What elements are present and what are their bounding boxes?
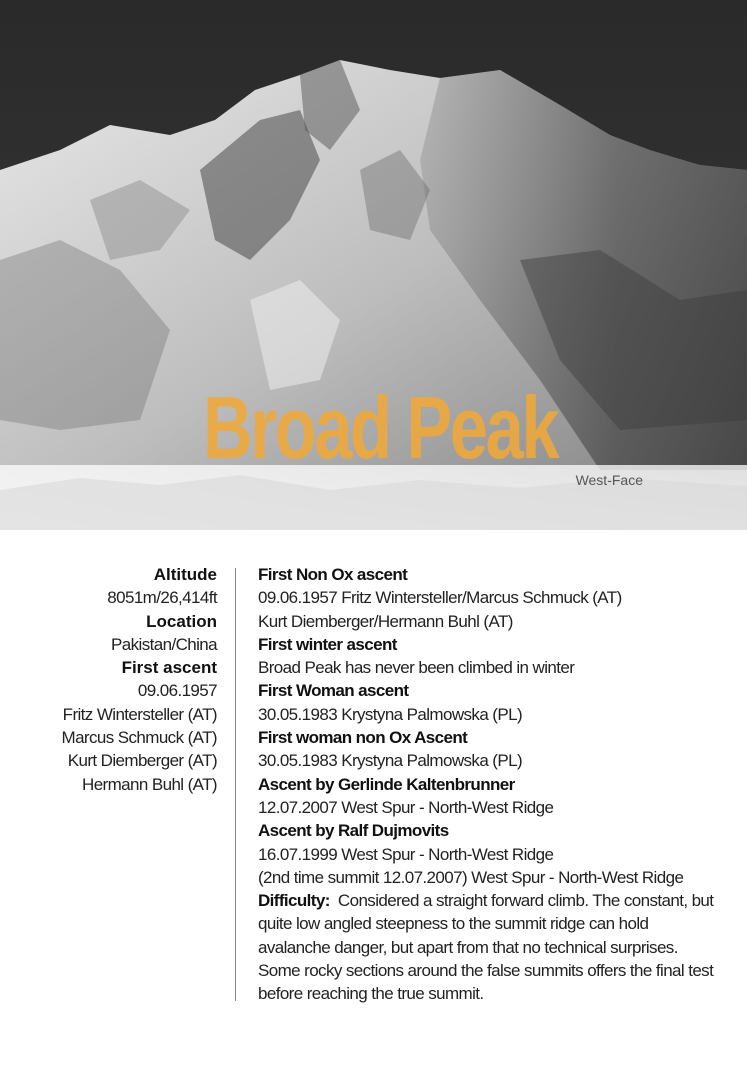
stat-value: Pakistan/China [111, 634, 217, 654]
detail-line: 09.06.1957 Fritz Wintersteller/Marcus Schmuck (AT) [258, 588, 622, 608]
difficulty-text: Considered a straight forward climb. The constant, but quite low angled steepness to the summit ridge can hold avalanche danger, but apart from that no technical surprises. Some rocky sections around the false summits offers the final test before reaching the true summit. [258, 891, 714, 1004]
details-column [258, 563, 718, 1006]
page-subtitle: West-Face [575, 472, 643, 488]
stat-value: Marcus Schmuck (AT) [61, 728, 217, 748]
stat-value: Kurt Diemberger (AT) [67, 751, 217, 771]
detail-line: 30.05.1983 Krystyna Palmowska (PL) [258, 704, 523, 724]
detail-line: Kurt Diemberger/Hermann Buhl (AT) [258, 611, 513, 631]
detail-heading: Ascent by Gerlinde Kaltenbrunner [258, 774, 515, 794]
detail-line: 12.07.2007 West Spur - North-West Ridge [258, 797, 554, 817]
difficulty-label: Difficulty: [258, 891, 330, 911]
mountain-photo [0, 0, 747, 530]
detail-line: (2nd time summit 12.07.2007) West Spur - North-West Ridge [258, 867, 684, 887]
stat-value: Hermann Buhl (AT) [82, 774, 217, 794]
detail-heading: First Woman ascent [258, 681, 409, 701]
stat-label: Altitude [153, 565, 217, 584]
stat-value: 8051m/26,414ft [107, 588, 217, 608]
stat-label: Location [146, 611, 217, 631]
detail-heading: First winter ascent [258, 634, 397, 654]
stat-value: 09.06.1957 [137, 681, 217, 701]
stat-value: Fritz Wintersteller (AT) [62, 704, 217, 724]
detail-heading: First woman non Ox Ascent [258, 728, 468, 748]
detail-line: Broad Peak has never been climbed in winter [258, 658, 575, 678]
difficulty-paragraph [258, 889, 718, 1005]
detail-heading: Ascent by Ralf Dujmovits [258, 821, 449, 841]
column-divider [235, 568, 236, 1001]
detail-line: 16.07.1999 West Spur - North-West Ridge [258, 844, 554, 864]
page-title: Broad Peak [203, 378, 558, 477]
detail-line: 30.05.1983 Krystyna Palmowska (PL) [258, 751, 523, 771]
stat-label: First ascent [121, 658, 217, 678]
detail-heading: First Non Ox ascent [258, 565, 408, 584]
stats-column [0, 563, 217, 796]
